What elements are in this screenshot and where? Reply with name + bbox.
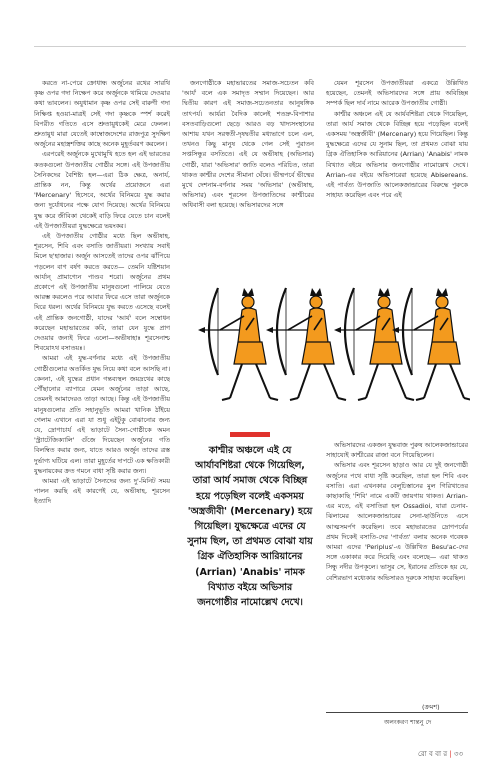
page-footer	[418, 748, 463, 760]
paragraph: কাশ্মীর অঞ্চলে এই যে আর্যবশিষ্টরা থেকে গিয়েছিল, তারা আর্য সমাজ থেকে বিচ্ছিন্ন হয়ে পড়েছিল বলেই একসময় 'অস্ত্রজীবী' (Mercenary) হয়ে গিয়েছিল। কিন্তু যুদ্ধক্ষেত্রে এদের যে সুনাম ছিল, তা প্রথমত বোঝা যায় গ্রিক ঐতিহাসিক আরিয়ানের (Arrian) 'Anabis' নামক বিখ্যাত বইয়ে অভিসার জনগোষ্ঠীর নামোল্লেখ দেখে। Arrian-এর বইয়ে অভিসারেরা হয়েছে Abisereans. এই পার্বত্য উপজাতি আলেকজান্ডারের বিরুদ্ধে পুরুকে সাহায্য করেছিল এবং পরে এই	[326, 109, 468, 200]
paragraph: জনগোষ্ঠীকে মহাভারতের সমাজ-সচেতন কবি 'আর্য' বলে এক সমাদৃত সম্মান দিয়েছেন। আর দ্বিতীয় কারণ এই সমাজ-সচেতনতার আনুষঙ্গিক তাৎপর্য। আর্যরা বৈদিক কালেই শতদ্রু-বিপাশার বসতবাড়িগুলো ছেড়ে আরও বড় খাদ্যসংস্থানের আশায় যখন সরস্বতী-দৃষদ্বতীর মধ্যভাগে চলে এল, তখনও কিছু মানুষ থেকে গেল সেই পুরাতন সপ্তসিন্ধুর বসতিতে। এই যে অভীষাহ (অভিসার) গোষ্ঠী, যারা 'অভিসার' জাতি বলেও পরিচিত, তারা থাকত কাশ্মীর দেশের সীমানা ঘেঁষে। ভীষ্মপর্বে ভীষ্মের মুখে দেশনাম-বর্ণনার সময় 'অভিসার' (অভীষাহ, অভিসার) এবং শূরসেন উপজাতিদের কাশ্মীরের অধিবাসী বলা হয়েছে। অভিসারদের সঙ্গে	[182, 79, 314, 210]
paragraph: আমরা এই যুদ্ধ-বর্ণনার মধ্যে এই উপজাতীয় গোষ্ঠীগুলোর অতর্কিত যুদ্ধ নিয়ে কথা বলে আসছি না। কেননা, এই যুদ্ধের প্রধান গন্তব্যস্থল জয়দ্রথের কাছে পৌঁছানোর ব্যাপারে যেমন অর্জুনের তাড়া আছে, তেমনই আমাদেরও তাড়া আছে। কিন্তু এই উপজাতীয় মানুষগুলোর প্রতি সহানুভূতি আমরা খানিক ঠাঁইয়ে গেলাম এখানে এরা যা শুধু এইটুকু বোঝানোর জন্য যে, দ্রোণাচার্য এই ভাড়াটে সৈন্য-গোষ্ঠীকে অমন 'স্ট্র্যাটেজিক্যালি' গুঁজে দিয়েছেন অর্জুনের গতি বিলম্বিত করার জন্য, যাতে আরও অর্জুন তাদের ত্রস্ত দুর্ভাগ্য ঘটিয়ে এল। তারা মুহূর্তের দাপটে এক ক্ষতিকারী যুদ্ধনায়কের ক্রত গমনে বাধা সৃষ্টি করার জন্য।	[34, 354, 170, 475]
page-number: ৩৩	[453, 750, 464, 758]
paragraph: যেমন শূরসেন উপজাতীয়রা একত্রে উল্লিখিত হয়েছেন, তেমনই অভিসারদের সঙ্গে প্রায় অবিচ্ছিন্ন সম্পর্ক ছিল দার্ব নামে আরেক উপজাতীয় গোষ্ঠী।	[326, 79, 468, 108]
pull-quote-text: কাশ্মীর অঞ্চলে এই যে আর্যাবশিষ্টরা থেকে গিয়েছিল, তারা আর্য সমাজ থেকে বিচ্ছিন্ন হয়ে পড়েছিল বলেই একসময় 'অস্ত্রজীবী' (Mercenary) হয়ে গিয়েছিল। যুদ্ধক্ষেত্রে এদের যে সুনাম ছিল, তা প্রথমত বোঝা যায় গ্রিক ঐতিহাসিক আরিয়ানের (Arrian) 'Anabis' নামক বিখ্যাত বইয়ে অভিসার জনগোষ্ঠীর নামোল্লেখ দেখে।	[187, 445, 313, 609]
article-column-1	[34, 78, 170, 750]
paragraph: করতে না-পেরে ক্রোধান্ধ অর্জুনের রথের সারথি কৃষ্ণ ওপর গদা নিক্ষেপ করে অর্জুনকে থামিয়ে দেওয়ার কথা ভাবলেন। অযুধামান কৃষ্ণ ওপর সেই বারুণী গদা নিক্ষিপ্ত হওয়া-মাত্রই সেই গদা কৃষ্ণকে স্পর্শ করেই বিপরীত গতিতে এসে শ্রুতায়ুধকেই মেরে ফেলল। শ্রুতায়ুধ মারা যেতেই কাম্বোজদেশের রাজপুত্র সুদক্ষিণ অর্জুনের মহাস্ত্রশক্তির কাছে অনেক মুহূর্তবরণ করলেন।	[34, 79, 170, 149]
archer-figure	[198, 288, 278, 400]
article-column-2-top	[182, 78, 314, 264]
archer-figure	[334, 288, 414, 400]
pull-quote	[186, 432, 314, 672]
paragraph: এরপরেই অর্জুনকে মুখোমুখি হতে হল এই ভারতের কতকগুলো উপজাতীয় গোষ্ঠীর সঙ্গে। এই উপজাতীয় সৈনিকদের বৈশিষ্ট্য হল—এরা ঠিক ক্ষেত্র, অনার্য, প্রান্তিক নন, কিন্তু অর্থের প্রয়োজনে এরা 'Mercenary' হিসেবে, অর্থের বিনিময়ে যুদ্ধ করার জন্য দুর্যোধনের পক্ষে যোগ দিয়েছে। অর্থের বিনিময়ে যুদ্ধ করে জীবিকা থেকেই বাড়ি ফিরে যেতে চান বলেই এই উপজাতীয়রা যুদ্ধক্ষেত্রে ভয়ংকর।	[34, 150, 170, 230]
paragraph: অভিসার এবং শূরসেন ছাড়াও আর যে দুই জনগোষ্ঠী অর্জুনের পথে বাধা সৃষ্টি করেছিল, তারা হল শিবি এবং বসাতি। এরা এখনকার বেলুচিস্তানের মুল গিরিখাতের কাছাকাছি 'শিবি' নামে একটি জায়গায় থাকত। Arrian-এর মতে, এই বসাতিরা হল Ossadioi, যারা চেনাব-ঝিলামের আলেকজান্ডারের সেনা-ছাউনিতে এসে আত্মসমর্পণ করেছিল। তবে মহাভারতের দ্রোণপর্বের প্রথম দিকেই বসাতি-দের 'পার্বত্য' বলায় অনেক গবেষক আমরা এদের 'Periplus'-এ উল্লিখিত Besu'ac-দের সঙ্গে একাকার করে দিয়েছি এবং বলেছে— এরা থাকত সিন্ধু নদীর উপকূলে। ভাসুর সে, ইরানের প্রতিকে হয় যে, বেশিরভাগ মধ্যেকার অভিসারও দূরুকে সাহায্য করেছিল।	[326, 461, 468, 582]
paragraph: আমরা এই ভাড়াটে সৈন্যদের জন্য দু'-মিনিট সময় পালন করছি এই কারণেই যে, অভীষাহ, শূরসেন ইত্যাদি	[34, 476, 170, 506]
article-column-3-bottom	[326, 440, 468, 722]
continued-label: (ক্রমশ)	[422, 703, 440, 711]
magazine-name: রো ব বা র	[418, 750, 448, 758]
article-column-3-top	[326, 78, 468, 264]
paragraph: এই উপজাতীয় গোষ্ঠীর মধ্যে ছিল অভীষাহ, শূরসেন, শিবি এবং বসাতি জাতীয়রা। সংখ্যায় সবাই মিলে ছ'হাজার। অর্জুন আসতেই তাদের ওপর ঝাঁপিয়ে পড়লেন বাণ বর্ষণ করতে করতে— তেমনি যষ্টিশয়ান আর্যান্ প্রামাণ্যেন পাণ্ডব শরো। অর্জুনের প্রথম প্রকোপে এই উপজাতীয় মানুষগুলো পালিয়ে যেতে আরম্ভ করলেও পরে আবার ফিরে এসে তারা অর্জুনকে ঘিরে ধরল। অর্থের বিনিময়ে যুদ্ধ করতে এসেছে বলেই এই প্রান্তিক জনগোষ্ঠী, যাদের 'আর্য' বলে সম্বোধন করেছেন মহাভারতের কবি, তারা যেন যুদ্ধে প্রাণ দেওয়ার জন্যই ফিরে এলো—অভীষাহাঃ শূরসেনাশ্চ শিবয়োঽথ বসাতয়ঃ।	[34, 232, 170, 353]
illustrator-credit: অলংকরণ শান্তনু দে	[384, 719, 432, 726]
archers-illustration	[196, 266, 470, 416]
archer-figure	[392, 288, 470, 400]
top-rule	[34, 46, 466, 47]
pull-quote-accent-bar	[230, 432, 270, 437]
paragraph: অভিসারদের একজন যুদ্ধবাজ পুরুষ আলেকজান্ডারের সাহায্যেই কাশ্মীরের রাজা বনে গিয়েছিলেন।	[326, 441, 468, 460]
archer-figure	[266, 288, 346, 400]
footer-separator: |	[449, 750, 452, 758]
credit-rule	[326, 712, 468, 713]
